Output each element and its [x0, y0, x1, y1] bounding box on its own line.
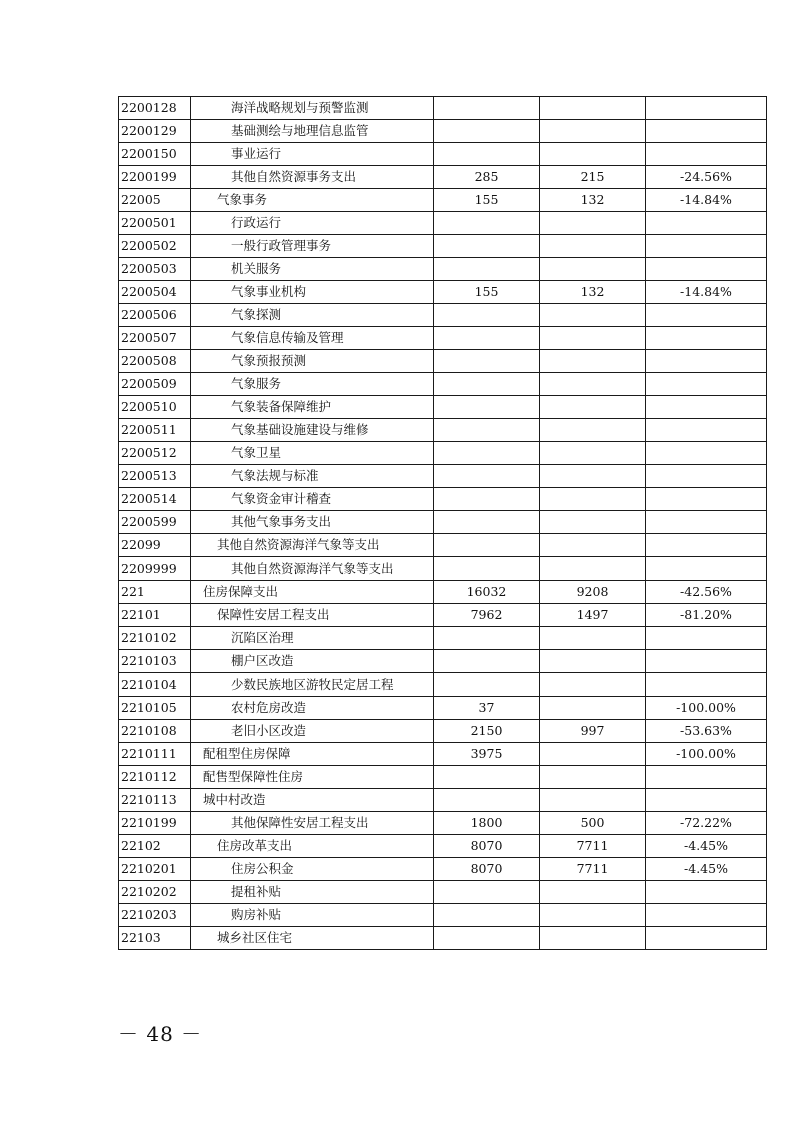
cell-subject-code: 2210112: [119, 766, 191, 789]
cell-subject-code: 2200504: [119, 281, 191, 304]
cell-current-amount: 997: [540, 720, 646, 743]
cell-subject-code: 2200501: [119, 212, 191, 235]
table-row: [119, 604, 767, 627]
cell-subject-name: 气象装备保障维护: [191, 396, 434, 419]
cell-subject-name: 气象基础设施建设与维修: [191, 419, 434, 442]
cell-subject-code: 221: [119, 581, 191, 604]
cell-change-percent: -81.20%: [646, 604, 767, 627]
cell-subject-code: 2200503: [119, 258, 191, 281]
cell-subject-name: 住房保障支出: [191, 581, 434, 604]
cell-subject-code: 2200506: [119, 304, 191, 327]
cell-change-percent: [646, 143, 767, 166]
cell-subject-name: 保障性安居工程支出: [191, 604, 434, 627]
cell-subject-name: 棚户区改造: [191, 650, 434, 673]
table-row: [119, 904, 767, 927]
page-number: － 48 －: [118, 1022, 203, 1046]
cell-previous-amount: 8070: [434, 835, 540, 858]
table-row: [119, 120, 767, 143]
cell-change-percent: [646, 350, 767, 373]
table-row: [119, 304, 767, 327]
table-row: [119, 442, 767, 465]
cell-current-amount: 7711: [540, 858, 646, 881]
cell-change-percent: [646, 927, 767, 950]
cell-current-amount: [540, 120, 646, 143]
cell-current-amount: [540, 881, 646, 904]
cell-subject-name: 配租型住房保障: [191, 743, 434, 766]
cell-subject-code: 2200514: [119, 488, 191, 511]
cell-previous-amount: [434, 673, 540, 697]
table-row: [119, 858, 767, 881]
cell-current-amount: 500: [540, 812, 646, 835]
cell-previous-amount: 155: [434, 281, 540, 304]
cell-previous-amount: [434, 120, 540, 143]
cell-subject-name: 其他自然资源事务支出: [191, 166, 434, 189]
cell-subject-code: 2209999: [119, 557, 191, 581]
cell-subject-code: 2200511: [119, 419, 191, 442]
cell-previous-amount: 3975: [434, 743, 540, 766]
cell-change-percent: [646, 488, 767, 511]
cell-subject-code: 2210102: [119, 627, 191, 650]
cell-current-amount: [540, 235, 646, 258]
cell-subject-code: 2200599: [119, 511, 191, 534]
cell-subject-code: 22103: [119, 927, 191, 950]
cell-subject-name: 提租补贴: [191, 881, 434, 904]
cell-change-percent: [646, 396, 767, 419]
cell-current-amount: [540, 465, 646, 488]
cell-subject-name: 其他保障性安居工程支出: [191, 812, 434, 835]
cell-current-amount: 7711: [540, 835, 646, 858]
cell-change-percent: -100.00%: [646, 697, 767, 720]
cell-current-amount: [540, 511, 646, 534]
cell-subject-name: 老旧小区改造: [191, 720, 434, 743]
cell-change-percent: -4.45%: [646, 835, 767, 858]
table-row: [119, 212, 767, 235]
cell-current-amount: [540, 534, 646, 557]
cell-subject-code: 2210105: [119, 697, 191, 720]
budget-table: [118, 96, 767, 950]
cell-previous-amount: [434, 212, 540, 235]
cell-current-amount: [540, 789, 646, 812]
cell-previous-amount: [434, 557, 540, 581]
cell-change-percent: [646, 557, 767, 581]
cell-current-amount: [540, 488, 646, 511]
table-row: [119, 697, 767, 720]
cell-subject-code: 2200129: [119, 120, 191, 143]
table-row: [119, 97, 767, 120]
cell-current-amount: [540, 212, 646, 235]
cell-subject-code: 2210113: [119, 789, 191, 812]
table-row: [119, 581, 767, 604]
cell-change-percent: [646, 465, 767, 488]
cell-previous-amount: [434, 927, 540, 950]
cell-previous-amount: 8070: [434, 858, 540, 881]
cell-subject-name: 机关服务: [191, 258, 434, 281]
table-row: [119, 373, 767, 396]
cell-current-amount: [540, 143, 646, 166]
cell-current-amount: [540, 258, 646, 281]
cell-previous-amount: [434, 488, 540, 511]
table-row: [119, 396, 767, 419]
table-row: [119, 235, 767, 258]
cell-previous-amount: 155: [434, 189, 540, 212]
cell-change-percent: [646, 881, 767, 904]
cell-subject-code: 22101: [119, 604, 191, 627]
cell-previous-amount: [434, 258, 540, 281]
cell-subject-name: 沉陷区治理: [191, 627, 434, 650]
table-row: [119, 258, 767, 281]
cell-current-amount: [540, 697, 646, 720]
table-row: [119, 743, 767, 766]
cell-change-percent: -4.45%: [646, 858, 767, 881]
cell-current-amount: 132: [540, 281, 646, 304]
cell-current-amount: 9208: [540, 581, 646, 604]
cell-subject-name: 其他自然资源海洋气象等支出: [191, 534, 434, 557]
table-row: [119, 166, 767, 189]
table-row: [119, 766, 767, 789]
cell-subject-code: 2200128: [119, 97, 191, 120]
cell-current-amount: [540, 743, 646, 766]
table-row: [119, 789, 767, 812]
cell-current-amount: [540, 97, 646, 120]
cell-current-amount: 1497: [540, 604, 646, 627]
cell-subject-name: 气象卫星: [191, 442, 434, 465]
cell-current-amount: [540, 373, 646, 396]
cell-subject-name: 气象事业机构: [191, 281, 434, 304]
cell-subject-code: 2210111: [119, 743, 191, 766]
cell-change-percent: [646, 766, 767, 789]
cell-change-percent: -72.22%: [646, 812, 767, 835]
cell-current-amount: 132: [540, 189, 646, 212]
cell-previous-amount: [434, 904, 540, 927]
cell-subject-name: 气象信息传输及管理: [191, 327, 434, 350]
cell-change-percent: -14.84%: [646, 189, 767, 212]
cell-previous-amount: [434, 766, 540, 789]
cell-subject-code: 2210199: [119, 812, 191, 835]
table-row: [119, 281, 767, 304]
cell-previous-amount: [434, 881, 540, 904]
cell-previous-amount: [434, 373, 540, 396]
cell-change-percent: -42.56%: [646, 581, 767, 604]
cell-change-percent: [646, 120, 767, 143]
cell-previous-amount: [434, 304, 540, 327]
cell-subject-code: 2210108: [119, 720, 191, 743]
table-row: [119, 143, 767, 166]
cell-previous-amount: [434, 143, 540, 166]
cell-change-percent: -100.00%: [646, 743, 767, 766]
cell-current-amount: [540, 904, 646, 927]
table-row: [119, 327, 767, 350]
table-row: [119, 673, 767, 697]
cell-subject-name: 少数民族地区游牧民定居工程: [191, 673, 434, 697]
cell-subject-name: 气象法规与标准: [191, 465, 434, 488]
cell-previous-amount: [434, 627, 540, 650]
cell-subject-code: 2200512: [119, 442, 191, 465]
cell-current-amount: 215: [540, 166, 646, 189]
cell-subject-code: 2210104: [119, 673, 191, 697]
cell-subject-name: 购房补贴: [191, 904, 434, 927]
cell-subject-name: 气象探测: [191, 304, 434, 327]
cell-subject-code: 22102: [119, 835, 191, 858]
cell-current-amount: [540, 650, 646, 673]
cell-change-percent: -14.84%: [646, 281, 767, 304]
cell-current-amount: [540, 557, 646, 581]
table-row: [119, 488, 767, 511]
cell-subject-code: 2210202: [119, 881, 191, 904]
cell-change-percent: [646, 650, 767, 673]
cell-subject-code: 2200510: [119, 396, 191, 419]
cell-change-percent: [646, 627, 767, 650]
cell-previous-amount: 16032: [434, 581, 540, 604]
table-row: [119, 812, 767, 835]
cell-subject-code: 2200508: [119, 350, 191, 373]
cell-previous-amount: [434, 534, 540, 557]
cell-previous-amount: [434, 442, 540, 465]
cell-current-amount: [540, 304, 646, 327]
cell-previous-amount: [434, 327, 540, 350]
cell-change-percent: [646, 304, 767, 327]
cell-change-percent: [646, 327, 767, 350]
cell-current-amount: [540, 673, 646, 697]
cell-subject-name: 气象服务: [191, 373, 434, 396]
cell-previous-amount: [434, 511, 540, 534]
cell-change-percent: -53.63%: [646, 720, 767, 743]
cell-change-percent: [646, 534, 767, 557]
cell-subject-name: 行政运行: [191, 212, 434, 235]
cell-subject-name: 城乡社区住宅: [191, 927, 434, 950]
table-row: [119, 650, 767, 673]
cell-previous-amount: [434, 97, 540, 120]
table-row: [119, 557, 767, 581]
cell-current-amount: [540, 327, 646, 350]
cell-previous-amount: [434, 650, 540, 673]
cell-change-percent: [646, 419, 767, 442]
table-row: [119, 465, 767, 488]
table-row: [119, 835, 767, 858]
table-row: [119, 720, 767, 743]
cell-change-percent: -24.56%: [646, 166, 767, 189]
cell-previous-amount: 2150: [434, 720, 540, 743]
cell-subject-code: 2210203: [119, 904, 191, 927]
cell-change-percent: [646, 904, 767, 927]
cell-current-amount: [540, 442, 646, 465]
cell-subject-code: 2210201: [119, 858, 191, 881]
cell-subject-code: 22005: [119, 189, 191, 212]
budget-table-container: [118, 96, 736, 950]
cell-previous-amount: [434, 396, 540, 419]
cell-current-amount: [540, 396, 646, 419]
table-row: [119, 627, 767, 650]
budget-table-body: [119, 97, 767, 950]
cell-subject-name: 基础测绘与地理信息监管: [191, 120, 434, 143]
cell-subject-name: 气象资金审计稽查: [191, 488, 434, 511]
table-row: [119, 534, 767, 557]
table-row: [119, 511, 767, 534]
cell-change-percent: [646, 212, 767, 235]
table-row: [119, 189, 767, 212]
cell-previous-amount: 7962: [434, 604, 540, 627]
cell-previous-amount: [434, 419, 540, 442]
cell-subject-name: 配售型保障性住房: [191, 766, 434, 789]
cell-subject-name: 农村危房改造: [191, 697, 434, 720]
cell-subject-name: 其他气象事务支出: [191, 511, 434, 534]
cell-change-percent: [646, 789, 767, 812]
cell-subject-code: 2200199: [119, 166, 191, 189]
cell-current-amount: [540, 350, 646, 373]
cell-previous-amount: [434, 465, 540, 488]
cell-previous-amount: 1800: [434, 812, 540, 835]
cell-subject-name: 住房改革支出: [191, 835, 434, 858]
cell-previous-amount: 285: [434, 166, 540, 189]
table-row: [119, 350, 767, 373]
cell-current-amount: [540, 766, 646, 789]
cell-current-amount: [540, 419, 646, 442]
table-row: [119, 419, 767, 442]
cell-previous-amount: [434, 789, 540, 812]
cell-subject-name: 气象事务: [191, 189, 434, 212]
cell-subject-code: 2200150: [119, 143, 191, 166]
cell-subject-name: 事业运行: [191, 143, 434, 166]
cell-subject-name: 城中村改造: [191, 789, 434, 812]
cell-current-amount: [540, 627, 646, 650]
cell-change-percent: [646, 373, 767, 396]
cell-subject-name: 一般行政管理事务: [191, 235, 434, 258]
cell-previous-amount: 37: [434, 697, 540, 720]
cell-change-percent: [646, 97, 767, 120]
cell-subject-code: 2200502: [119, 235, 191, 258]
cell-change-percent: [646, 258, 767, 281]
cell-subject-code: 2200513: [119, 465, 191, 488]
table-row: [119, 927, 767, 950]
cell-change-percent: [646, 442, 767, 465]
cell-subject-name: 气象预报预测: [191, 350, 434, 373]
cell-subject-code: 2200509: [119, 373, 191, 396]
cell-change-percent: [646, 673, 767, 697]
cell-previous-amount: [434, 235, 540, 258]
cell-change-percent: [646, 235, 767, 258]
cell-subject-code: 22099: [119, 534, 191, 557]
cell-subject-code: 2210103: [119, 650, 191, 673]
cell-subject-name: 其他自然资源海洋气象等支出: [191, 557, 434, 581]
cell-subject-name: 海洋战略规划与预警监测: [191, 97, 434, 120]
cell-subject-code: 2200507: [119, 327, 191, 350]
cell-previous-amount: [434, 350, 540, 373]
cell-current-amount: [540, 927, 646, 950]
cell-subject-name: 住房公积金: [191, 858, 434, 881]
cell-change-percent: [646, 511, 767, 534]
table-row: [119, 881, 767, 904]
